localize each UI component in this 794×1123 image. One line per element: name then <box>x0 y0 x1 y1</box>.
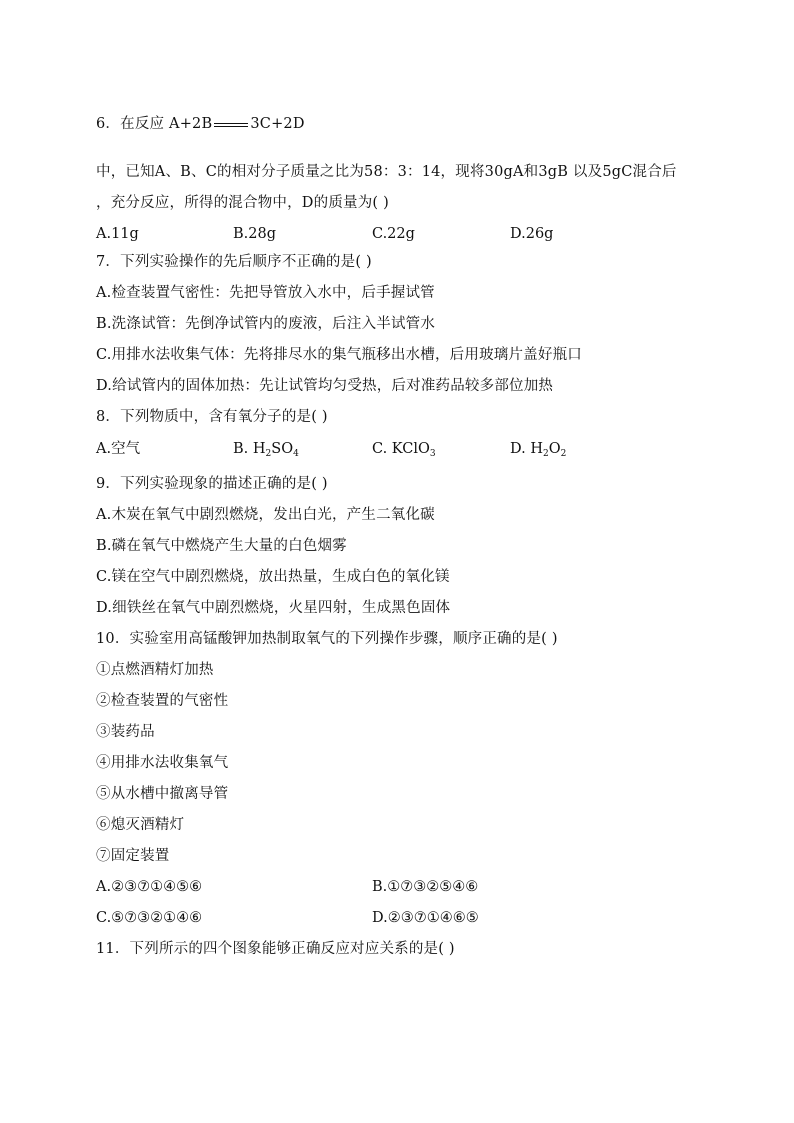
q7-option-c: C.用排水法收集气体：先将排尽水的集气瓶移出水槽，后用玻璃片盖好瓶口 <box>96 347 582 363</box>
q8-option-c-part1: C. KClO <box>372 441 430 457</box>
q8-option-b-part1: B. H <box>233 441 266 457</box>
reaction-equals-sign <box>212 114 250 134</box>
q10-step-2: ②检查装置的气密性 <box>96 693 229 709</box>
q9-option-d: D.细铁丝在氧气中剧烈燃烧，火星四射，生成黑色固体 <box>96 600 451 616</box>
q8-option-c <box>372 439 436 459</box>
q10-step-6: ⑥熄灭酒精灯 <box>96 817 185 833</box>
q10-option-b: B.①⑦③②⑤④⑥ <box>372 879 479 895</box>
q10-step-7: ⑦固定装置 <box>96 848 170 864</box>
q8-option-a: A.空气 <box>96 441 141 457</box>
q6-option-a: A.11g <box>96 226 139 242</box>
q8-option-d-subscript1: 2 <box>542 449 549 459</box>
q6-stem-line2: 中，已知A、B、C的相对分子质量之比为58：3：14，现将30gA和3gB 以及5gC混合后 <box>96 164 677 180</box>
q9-stem: 9．下列实验现象的描述正确的是( ) <box>96 476 328 492</box>
q6-stem-line1 <box>96 114 305 134</box>
q8-option-d-part2: O <box>548 441 561 457</box>
q8-option-d-part1: D. H <box>510 441 543 457</box>
q8-option-d-subscript2: 2 <box>560 449 567 459</box>
q10-option-c: C.⑤⑦③②①④⑥ <box>96 910 203 926</box>
q6-stem-line3: ，充分反应，所得的混合物中，D的质量为( ) <box>96 195 389 211</box>
q11-stem: 11．下列所示的四个图象能够正确反应对应关系的是( ) <box>96 941 455 957</box>
q8-stem: 8．下列物质中，含有氧分子的是( ) <box>96 409 328 425</box>
q6-stem-prefix: 6．在反应 A+2B <box>96 116 213 132</box>
q10-step-1: ①点燃酒精灯加热 <box>96 662 214 678</box>
q8-option-b-subscript1: 2 <box>265 449 272 459</box>
q6-option-d: D.26g <box>510 226 554 242</box>
q6-option-c: C.22g <box>372 226 415 242</box>
q9-option-a: A.木炭在氧气中剧烈燃烧，发出白光，产生二氧化碳 <box>96 507 435 523</box>
q10-option-d: D.②③⑦①④⑥⑤ <box>372 910 479 926</box>
q10-step-4: ④用排水法收集氧气 <box>96 755 229 771</box>
q6-stem-suffix: 3C+2D <box>250 116 305 132</box>
q10-step-5: ⑤从水槽中撤离导管 <box>96 786 229 802</box>
q6-option-b: B.28g <box>233 226 276 242</box>
q7-option-d: D.给试管内的固体加热：先让试管均匀受热，后对准药品较多部位加热 <box>96 378 554 394</box>
q8-option-b-subscript2: 4 <box>293 449 299 459</box>
q7-option-a: A.检查装置气密性：先把导管放入水中，后手握试管 <box>96 285 435 301</box>
q9-option-b: B.磷在氧气中燃烧产生大量的白色烟雾 <box>96 538 347 554</box>
q7-option-b: B.洗涤试管：先倒净试管内的废液，后注入半试管水 <box>96 316 436 332</box>
q8-option-b <box>233 439 299 459</box>
q10-option-a: A.②③⑦①④⑤⑥ <box>96 879 203 895</box>
q8-option-c-subscript1: 3 <box>429 449 436 459</box>
q8-option-d <box>510 439 566 459</box>
q10-stem: 10．实验室用高锰酸钾加热制取氧气的下列操作步骤，顺序正确的是( ) <box>96 631 558 647</box>
q7-stem: 7．下列实验操作的先后顺序不正确的是( ) <box>96 254 372 270</box>
q8-option-b-part2: SO <box>271 441 294 457</box>
q9-option-c: C.镁在空气中剧烈燃烧，放出热量，生成白色的氧化镁 <box>96 569 450 585</box>
q10-step-3: ③装药品 <box>96 724 155 740</box>
